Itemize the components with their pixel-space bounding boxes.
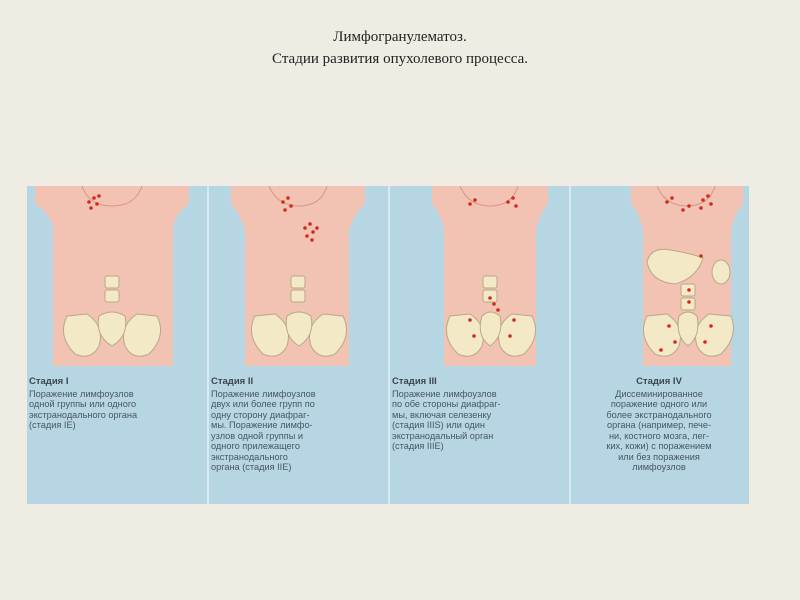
stage-4-heading: Стадия IV (636, 376, 682, 387)
caption-line: Диссеминированное (615, 388, 703, 399)
caption-line: поражение одного или (610, 399, 708, 409)
stage-2-heading: Стадия II (211, 376, 254, 387)
caption-line: (стадия IE) (29, 420, 76, 430)
stage-3-panel (390, 186, 568, 504)
caption-line: или без поражения (618, 451, 700, 462)
caption-line: ни, костного мозга, лег- (608, 430, 710, 441)
caption-line: одной группы или одного (29, 399, 137, 409)
torso-illustration (209, 186, 387, 376)
caption-line: ких, кожи) с поражением (606, 441, 712, 451)
torso-illustration (571, 186, 749, 376)
caption-line: мы. Поражение лимфо- (211, 420, 313, 430)
stage-3-caption (392, 377, 564, 452)
caption-line: экстранодального органа (29, 409, 138, 420)
caption-line: двух или более групп по (211, 399, 315, 409)
caption-line: Поражение лимфоузлов (29, 388, 134, 399)
caption-line: одну сторону диафраг- (211, 409, 310, 420)
caption-line: Поражение лимфоузлов (392, 388, 497, 399)
stage-1-heading: Стадия I (29, 376, 69, 387)
caption-line: органа (стадия IIE) (211, 462, 292, 472)
caption-line: органа (например, пече- (606, 420, 712, 430)
caption-line: по обе стороны диафраг- (392, 399, 501, 409)
caption-line: Поражение лимфоузлов (211, 388, 316, 399)
slide-title (0, 26, 800, 70)
stage-4-panel (571, 186, 749, 504)
stage-4-caption (573, 377, 745, 473)
caption-line: одного прилежащего (211, 441, 300, 451)
caption-line: экстранодального (211, 451, 288, 462)
stage-3-heading: Стадия III (392, 376, 437, 387)
stage-1-caption (29, 377, 201, 431)
caption-line: экстранодальный орган (392, 430, 494, 441)
torso-illustration (27, 186, 205, 376)
title-line-1: Лимфогранулематоз. (333, 29, 467, 45)
caption-line: лимфоузлов (632, 462, 686, 472)
caption-line: мы, включая селезенку (392, 409, 492, 420)
caption-line: (стадия IIIS) или один (392, 420, 485, 430)
torso-illustration (390, 186, 568, 376)
stage-1-panel (27, 186, 205, 504)
staging-figure (27, 186, 749, 504)
stage-2-panel (209, 186, 387, 504)
caption-line: узлов одной группы и (211, 430, 304, 441)
caption-line: более экстранодального (606, 409, 712, 420)
caption-line: (стадия IIIE) (392, 441, 444, 451)
title-line-2: Стадии развития опухолевого процесса. (272, 51, 528, 67)
stage-2-caption (211, 377, 383, 473)
